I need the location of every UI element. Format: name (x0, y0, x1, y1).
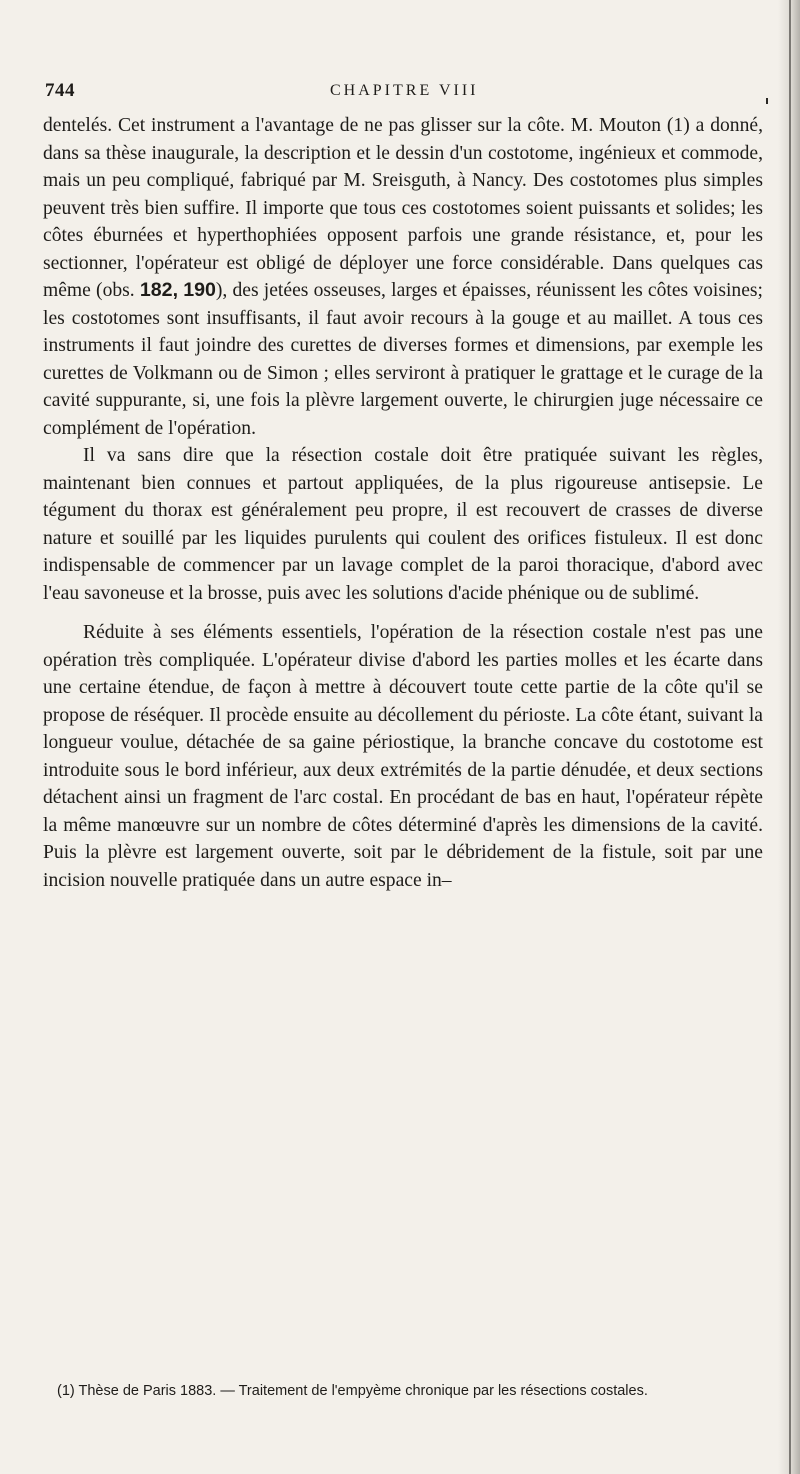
paragraph-1-start: dentelés. Cet instrument a l'avantage de ne pas glisser sur la côte. M. Mouton (1) a donné, dans sa thèse inaugurale, la description et le dessin d'un costotome, ingénieux et commode, mais un peu compliqué, fabriqué par M. Sreisguth, à Nancy. Des costotomes plus simples peuvent très bien suffire. Il importe que tous ces costotomes soient puissants et solides; les côtes éburnées et hyperthophiées opposent parfois une grande résistance, et, pour les sectionner, l'opérateur est obligé de déployer une force considérable. Dans quelques cas même (obs. (43, 115, 763, 301)
body-text (43, 112, 763, 894)
observation-ref-182: 182, (139, 279, 179, 301)
page-header (40, 80, 780, 104)
running-head: CHAPITRE VIII (330, 82, 479, 99)
paragraph-3: Réduite à ses éléments essentiels, l'opération de la résection costale n'est pas une opération très compliquée. L'opérateur divise d'abord les parties molles et les écarte dans une certaine étendue, de façon à mettre à découvert toute cette partie de la côte qu'il se propose de réséquer. Il procède ensuite au décollement du périoste. La côte étant, suivant la longueur voulue, détachée de sa gaine périostique, la branche concave du costotome est introduite sous le bord inférieur, aux deux extrémités de la partie dénudée, et deux sections détachent ainsi un fragment de l'arc costal. En procédant de bas en haut, l'opérateur répète la même manœuvre sur un nombre de côtes déterminé d'après les dimensions de la cavité. Puis la plèvre est largement ouverte, soit par le débridement de la fistule, soit par une incision nouvelle pratiquée dans un autre espace in– (43, 622, 763, 891)
paragraph-1-end: ), des jetées osseuses, larges et épaisses, réunissent les côtes voisines; les costotomes sont insuffisants, il faut avoir recours à la gouge et au maillet. A tous ces instruments il faut joindre des curettes de diverses formes et dimensions, par exemple les curettes de Volkmann ou de Simon ; elles serviront à pratiquer le grattage et le curage de la cavité suppurante, si, une fois la plèvre largement ouverte, le chirurgien juge nécessaire ce complément de l'opération. (43, 280, 763, 439)
footnote-text: (1) Thèse de Paris 1883. — Traitement de l'empyème chronique par les résections costales. (57, 1383, 648, 1399)
footnote (43, 1380, 763, 1403)
page-edge-line (789, 0, 791, 1474)
observation-ref-190: 190 (183, 279, 216, 301)
header-tick-mark (766, 98, 768, 104)
page-number: 744 (45, 80, 75, 101)
paragraph-1 (43, 112, 763, 442)
paragraph-2: Il va sans dire que la résection costale doit être pratiquée suivant les règles, maintenant bien connues et partout appliquées, de la plus rigoureuse antisepsie. Le tégument du thorax est généralement peu propre, il est recouvert de crasses de diverse nature et souillé par les liquides purulents qui coulent des orifices fistuleux. Il est donc indispensable de commencer par un lavage complet de la paroi thoracique, d'abord avec l'eau savoneuse et la brosse, puis avec les solutions d'acide phénique ou de sublimé. (43, 445, 763, 604)
